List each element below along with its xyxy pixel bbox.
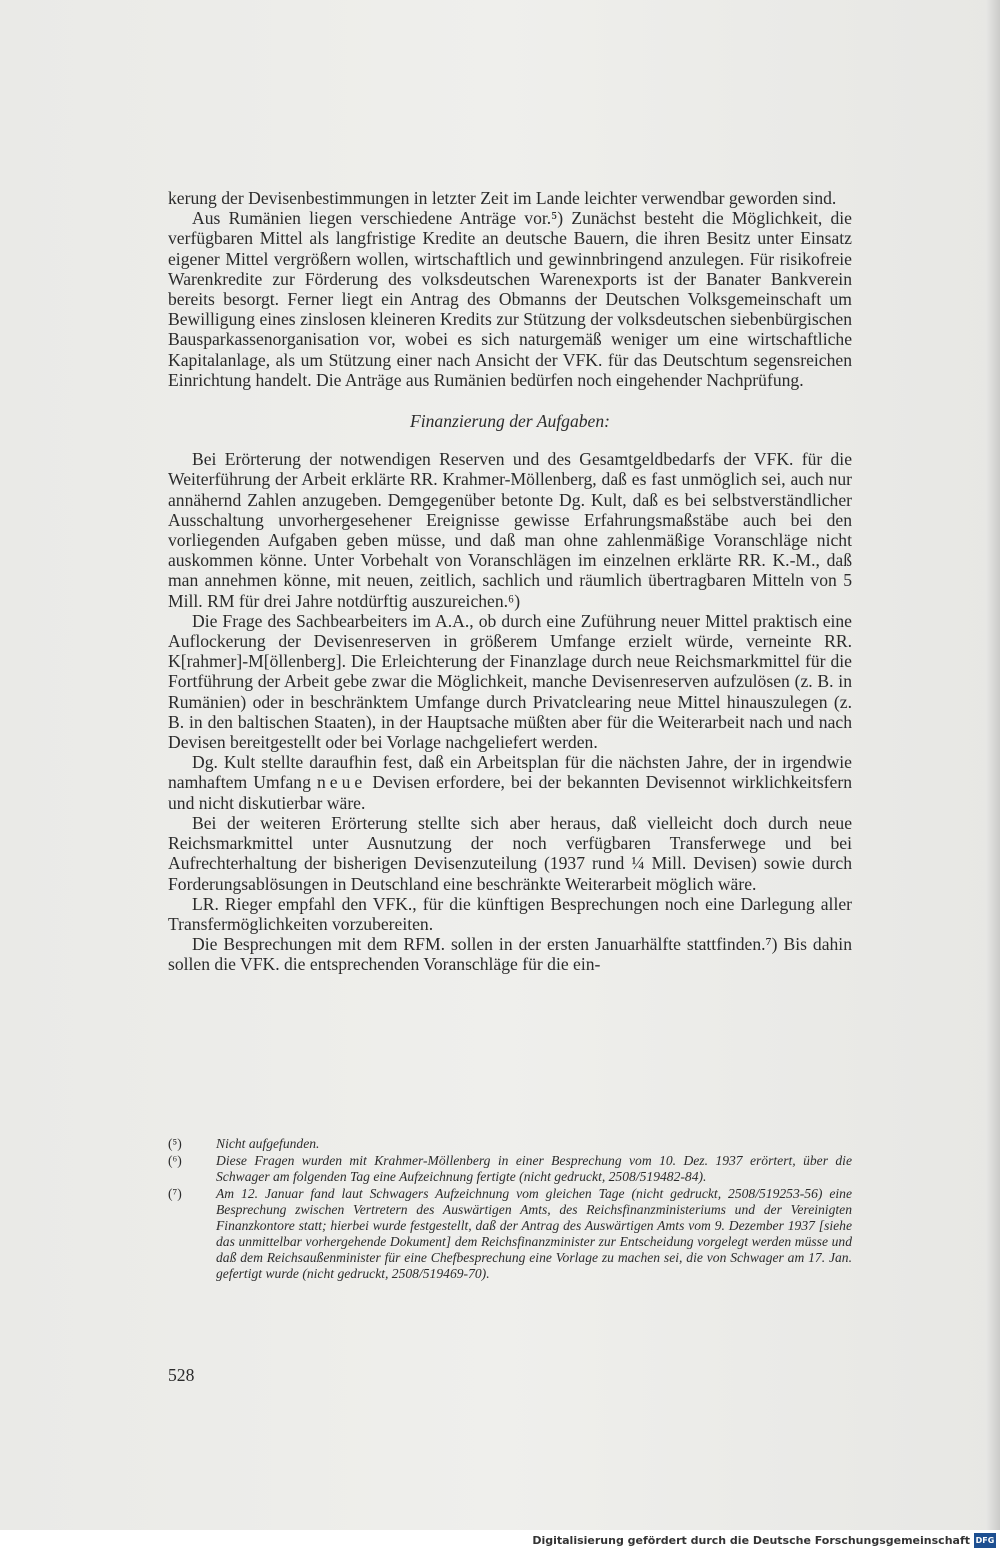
paragraph-4: Die Frage des Sachbearbeiters im A.A., ob durch eine Zuführung neuer Mittel praktisch eine Auflockerung der Devisenreserven in größerem Umfange erzielt würde, verneinte RR. K[rahmer]-M[öllenberg]. Die Erleichterung der Finanzlage durch neue Reichsmarkmittel für die Fortführung der Arbeit gebe zwar die Möglichkeit, manche Devisenreserven aufzulösen (z. B. in Rumänien) oder in beschränktem Umfange durch Privatclearing neue Mittel hinauszulegen (z. B. in den baltischen Staaten), in der Hauptsache müßten aber für die Weiterarbeit nach und nach Devisen bereitgestellt oder bei Vorlage nachgeliefert werden. xyxy=(168,610,852,753)
spaced-emphasis: neue xyxy=(317,772,367,793)
dfg-logo: DFG xyxy=(974,1533,996,1548)
paragraph-7: LR. Rieger empfahl den VFK., für die künftigen Besprechungen noch eine Darlegung aller Transfermöglichkeiten vorzubereiten. xyxy=(168,893,852,934)
section-heading: Finanzierung der Aufgaben: xyxy=(409,411,611,432)
footnote-mark: (⁶) xyxy=(168,1153,182,1168)
paragraph-2: Aus Rumänien liegen verschiedene Anträge vor.⁵) Zunächst besteht die Möglichkeit, die verfügbaren Mittel als langfristige Kredite an deutsche Bauern, die ihren Besitz unter Einsatz eigener Mittel vergrößern wollen, wirtschaftlich und gewinnbringend anzulegen. Für risikofreie Warenkredite zur Förderung des volksdeutschen Warenexports ist der Banater Bankverein bereits besorgt. Ferner liegt ein Antrag des Obmanns der Deutschen Volksgemeinschaft um Bewilligung eines zinslosen kleineren Kredits zur Stützung der volksdeutschen siebenbürgischen Bausparkassenorganisation vor, wobei es sich naturgemäß weniger um eine wirtschaftliche Kapitalanlage, als um Stützung einer nach Ansicht der VFK. für das Deutschtum segensreichen Einrichtung handelt. Die Anträge aus Rumänien bedürfen noch eingehender Nachprüfung. xyxy=(168,208,852,390)
paragraph-8: Die Besprechungen mit dem RFM. sollen in der ersten Januarhälfte stattfinden.⁷) Bis dahin sollen die VFK. die entsprechenden Voranschläge für die ein- xyxy=(168,934,852,975)
paragraph-3: Bei Erörterung der notwendigen Reserven und des Gesamtgeldbedarfs der VFK. für die Weiterführung der Arbeit erklärte RR. Krahmer-Möllenberg, daß es fast unmöglich sei, auch nur annähernd Zahlen anzugeben. Demgegenüber betonte Dg. Kult, daß es bei selbstverständlicher Ausschaltung unvorhergesehener Ereignisse gewisse Erfahrungsmaßstäbe auch bei den vorliegenden Aufgaben geben müsse, und daß man ohne zahlenmäßige Voranschläge nicht auskommen könne. Unter Vorbehalt von Voranschlägen im einzelnen erklärte RR. K.-M., daß man annehmen könne, mit neuen, zeitlich, sachlich und räumlich übertragbaren Mitteln von 5 Mill. RM für drei Jahre notdürftig auszureichen.⁶) xyxy=(168,449,852,611)
paragraph-5-end: Devisen erfordere, bei der bekannten Devisennot wirklichkeitsfern und nicht diskutierbar wäre. xyxy=(168,772,852,813)
footnote-7 xyxy=(168,1186,852,1282)
footnote-text: Diese Fragen wurden mit Krahmer-Möllenberg in einer Besprechung vom 10. Dez. 1937 erörtert, über die Schwager am folgenden Tag eine Aufzeichnung fertigte (nicht gedruckt, 2508/519482-84). xyxy=(216,1153,852,1184)
footnote-6 xyxy=(168,1153,852,1185)
binding-shadow xyxy=(986,0,1000,1530)
footnote-5 xyxy=(168,1136,852,1152)
footnote-mark: (⁵) xyxy=(168,1136,182,1151)
footnote-text: Nicht aufgefunden. xyxy=(216,1136,320,1151)
main-text xyxy=(168,188,852,975)
footnote-mark: (⁷) xyxy=(168,1186,182,1201)
paragraph-5-start: Dg. Kult stellte daraufhin fest, daß ein Arbeitsplan für die nächsten Jahre, der in irgendwie namhaftem Umfang xyxy=(168,752,852,793)
page-number: 528 xyxy=(168,1365,195,1385)
footer-bar xyxy=(0,1530,1000,1554)
paragraph-1: kerung der Devisenbestimmungen in letzter Zeit im Lande leichter verwendbar geworden sind. xyxy=(168,188,837,208)
paragraph-5 xyxy=(168,752,852,813)
funding-credit: Digitalisierung gefördert durch die Deutsche Forschungsgemeinschaft xyxy=(532,1534,970,1547)
footnote-text: Am 12. Januar fand laut Schwagers Aufzeichnung vom gleichen Tage (nicht gedruckt, 2508/519253-56) eine Besprechung zwischen Vertretern des Auswärtigen Amts, des Reichsfinanzministeriums und der Vereinigten Finanzkontore statt; hierbei wurde festgestellt, daß der Antrag des Auswärtigen Amts vom 9. Dezember 1937 [siehe das unmittelbar vorhergehende Dokument] dem Reichsfinanzminister zur Entscheidung vorgelegt werden müsse und daß dem Reichsaußenminister für eine Chefbesprechung eine Vorlage zu machen sei, die von Schwager am 17. Jan. gefertigt wurde (nicht gedruckt, 2508/519469-70). xyxy=(216,1186,852,1281)
paragraph-6: Bei der weiteren Erörterung stellte sich aber heraus, daß vielleicht doch durch neue Reichsmarkmittel unter Ausnutzung der noch verfügbaren Transferwege und bei Aufrechterhaltung der bisherigen Devisenzuteilung (1937 rund ¼ Mill. Devisen) sowie durch Forderungsablösungen in Deutschland eine beschränkte Weiterarbeit möglich wäre. xyxy=(168,812,852,894)
footnotes xyxy=(168,1136,852,1283)
